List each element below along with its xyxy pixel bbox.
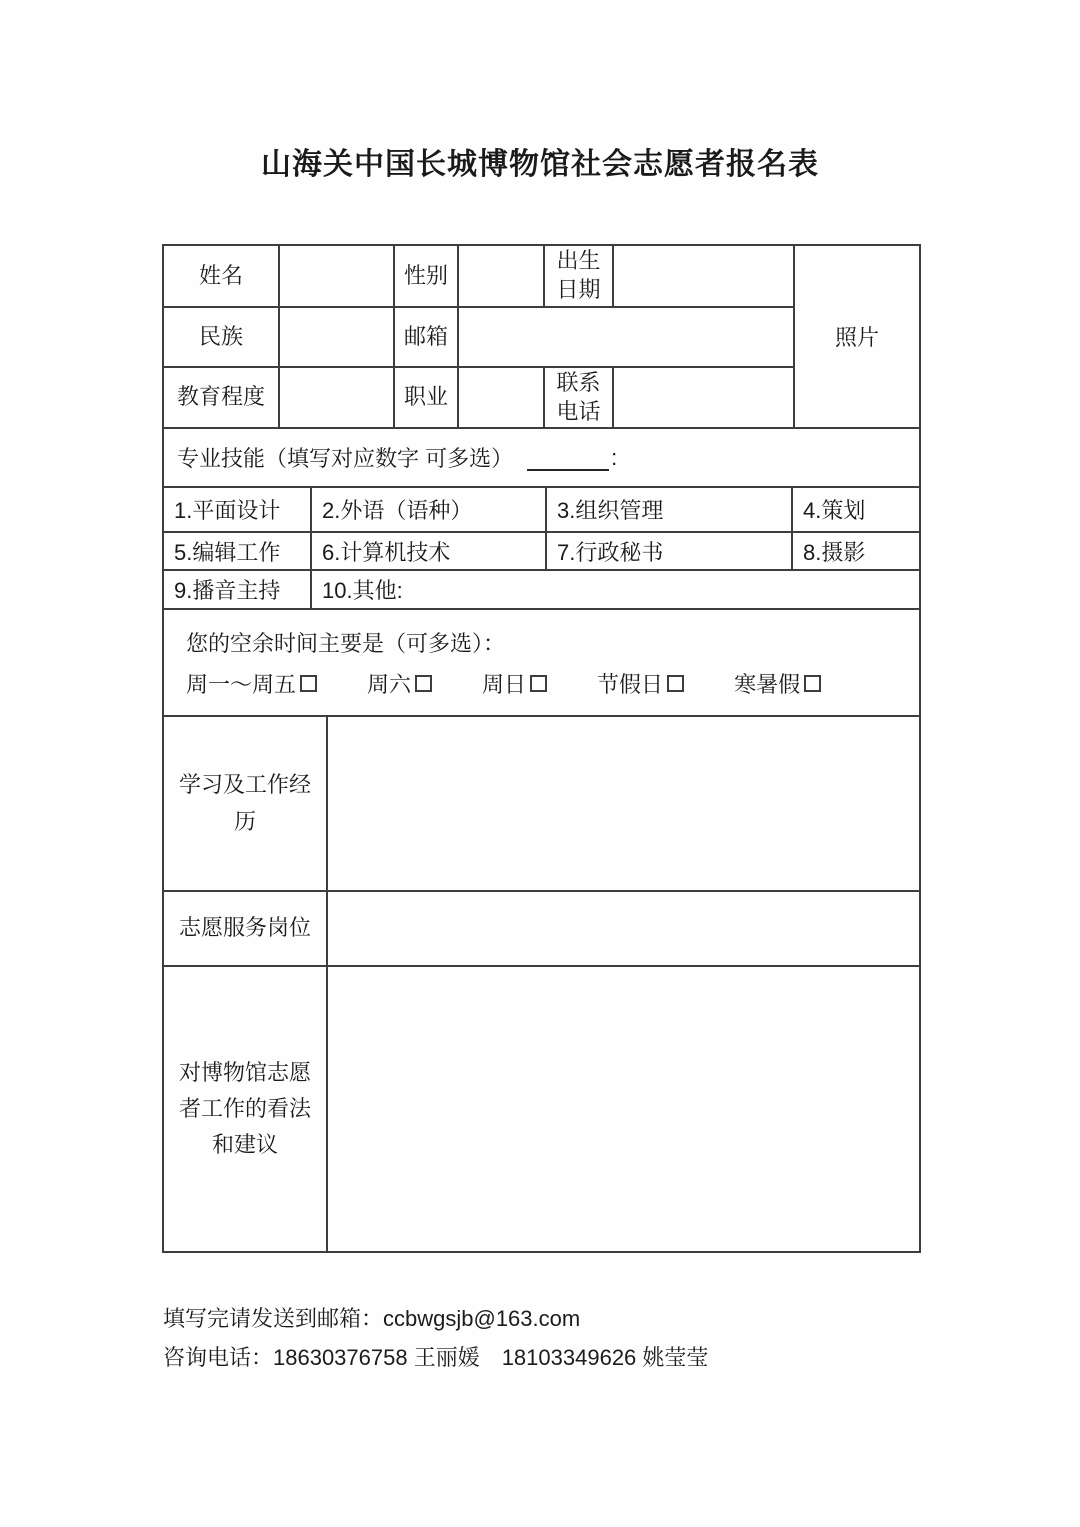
birthdate-label: 出生日期 bbox=[545, 246, 614, 306]
checkbox-holidays[interactable] bbox=[667, 675, 684, 692]
skills-row-2 bbox=[164, 533, 919, 571]
occupation-label: 职业 bbox=[395, 368, 459, 427]
skills-prompt-colon: : bbox=[611, 444, 618, 470]
skill-option-7: 7.行政秘书 bbox=[547, 533, 793, 569]
skill-option-6: 6.计算机技术 bbox=[312, 533, 547, 569]
skills-prompt-text: 专业技能（填写对应数字 可多选） bbox=[177, 446, 514, 471]
opinion-value-cell[interactable] bbox=[328, 967, 919, 1251]
position-row bbox=[164, 892, 919, 967]
skill-option-10-other[interactable]: 10.其他: bbox=[322, 578, 403, 603]
email-label: 邮箱 bbox=[395, 308, 459, 366]
skill-option-2: 2.外语（语种） bbox=[312, 488, 547, 531]
option-holidays bbox=[597, 668, 684, 699]
opinion-row bbox=[164, 967, 919, 1251]
personal-info-grid bbox=[164, 246, 793, 427]
option-weekdays-label: 周一～周五 bbox=[186, 672, 297, 697]
free-time-prompt: 您的空余时间主要是（可多选）： bbox=[186, 631, 506, 656]
ethnicity-label: 民族 bbox=[164, 308, 280, 366]
birthdate-value-cell[interactable] bbox=[614, 246, 793, 306]
position-value-cell[interactable] bbox=[328, 892, 919, 965]
row-name-gender-birth bbox=[164, 246, 793, 308]
option-holidays-label: 节假日 bbox=[597, 672, 664, 697]
experience-value-cell[interactable] bbox=[328, 717, 919, 890]
photo-label: 照片 bbox=[834, 325, 879, 350]
phone-label: 联系电话 bbox=[545, 368, 614, 427]
skill-option-4: 4.策划 bbox=[803, 498, 866, 523]
experience-row bbox=[164, 717, 919, 892]
skills-answer-blank[interactable] bbox=[527, 451, 609, 471]
skill-option-3: 3.组织管理 bbox=[547, 488, 793, 531]
education-value-cell[interactable] bbox=[280, 368, 395, 427]
checkbox-saturday[interactable] bbox=[415, 675, 432, 692]
skill-option-8: 8.摄影 bbox=[803, 539, 866, 565]
skill-option-1: 1.平面设计 bbox=[164, 488, 312, 531]
skills-row-3 bbox=[164, 571, 919, 610]
skills-prompt-row bbox=[164, 429, 919, 488]
education-label: 教育程度 bbox=[164, 368, 280, 427]
free-time-section bbox=[164, 610, 919, 717]
skills-row-1 bbox=[164, 488, 919, 533]
occupation-value-cell[interactable] bbox=[459, 368, 545, 427]
gender-value-cell[interactable] bbox=[459, 246, 545, 306]
option-saturday-label: 周六 bbox=[367, 672, 412, 697]
photo-cell bbox=[793, 246, 919, 427]
personal-info-section bbox=[164, 246, 919, 429]
option-weekdays bbox=[186, 668, 317, 699]
footer-notes bbox=[163, 1299, 708, 1377]
option-vacation bbox=[734, 668, 821, 699]
name-value-cell[interactable] bbox=[280, 246, 395, 306]
name-label: 姓名 bbox=[164, 246, 280, 306]
option-saturday bbox=[367, 668, 432, 699]
form-title: 山海关中国长城博物馆社会志愿者报名表 bbox=[261, 148, 819, 181]
position-label: 志愿服务岗位 bbox=[164, 892, 328, 965]
checkbox-sunday[interactable] bbox=[530, 675, 547, 692]
row-education-occupation-phone bbox=[164, 368, 793, 427]
experience-label: 学习及工作经历 bbox=[164, 717, 328, 890]
option-vacation-label: 寒暑假 bbox=[734, 672, 801, 697]
email-value-cell[interactable] bbox=[459, 308, 793, 366]
footer-email-line: 填写完请发送到邮箱：ccbwgsjb@163.com bbox=[163, 1306, 581, 1331]
footer-phone-line: 咨询电话：18630376758 王丽媛 18103349626 姚莹莹 bbox=[163, 1345, 709, 1370]
gender-label: 性别 bbox=[395, 246, 459, 306]
row-ethnicity-email bbox=[164, 308, 793, 368]
checkbox-vacation[interactable] bbox=[804, 675, 821, 692]
ethnicity-value-cell[interactable] bbox=[280, 308, 395, 366]
skill-option-9: 9.播音主持 bbox=[164, 571, 312, 608]
application-form-table bbox=[162, 244, 921, 1253]
option-sunday bbox=[482, 668, 547, 699]
option-sunday-label: 周日 bbox=[482, 672, 527, 697]
checkbox-weekdays[interactable] bbox=[300, 675, 317, 692]
phone-value-cell[interactable] bbox=[614, 368, 793, 427]
skill-option-5: 5.编辑工作 bbox=[164, 533, 312, 569]
opinion-label: 对博物馆志愿者工作的看法和建议 bbox=[164, 967, 328, 1251]
free-time-options bbox=[186, 668, 919, 699]
